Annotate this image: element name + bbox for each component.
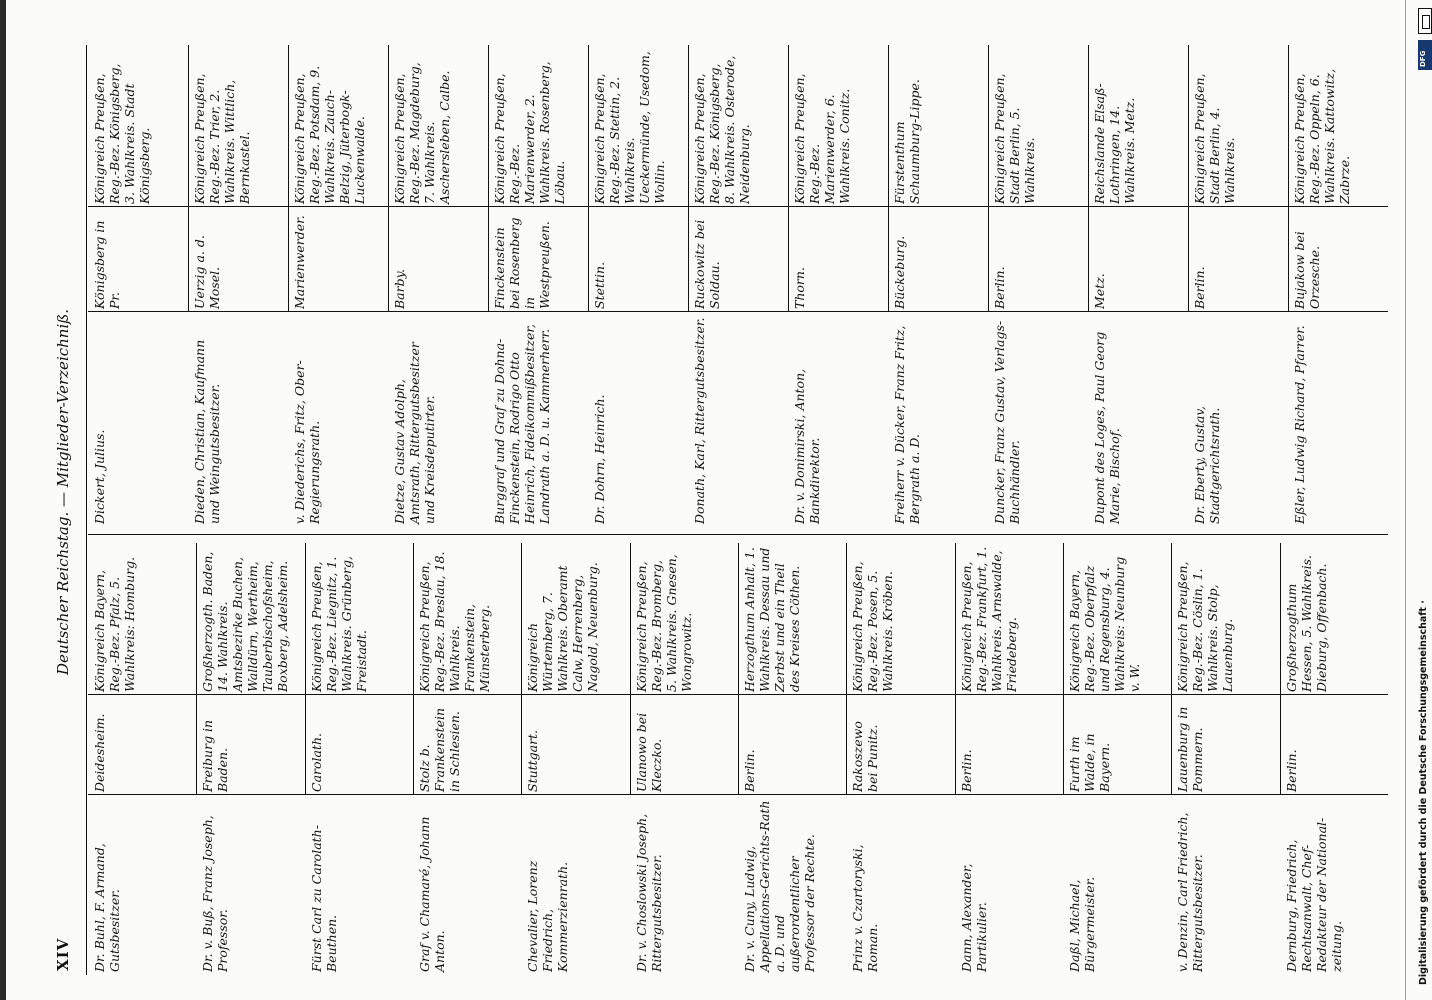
member-residence: Uerzig a. d. Mosel. <box>192 235 222 309</box>
member-electoral-district: Königreich Preußen, Reg.-Bez. Potsdam, 9. Wahlkreis. Zauch-Belzig, Jüterbogk-Luckenwalde. <box>292 65 367 204</box>
row-separator <box>988 45 989 312</box>
row-separator <box>413 543 414 795</box>
member-name: Burggraf und Graf zu Dohna-Finckenstein, Rodrigo Otto Heinrich, Fideikommißbesitzer, Landrath a. D. u. Kammerherr. <box>492 324 552 524</box>
member-row <box>792 45 886 527</box>
row-separator <box>196 543 197 795</box>
member-name: Dieden, Christian, Kaufmann und Weingutsbesitzer. <box>192 339 222 524</box>
member-residence: Stettin. <box>592 261 607 309</box>
member-name: Dann, Alexander, Partikulier. <box>958 863 989 972</box>
member-electoral-district: Großherzogth. Baden, 14. Wahlkreis. Amtsbezirke Buchen, Walldürn, Wertheim, Tauberbischofsheim, Boxberg, Adelsheim. <box>200 551 291 692</box>
member-residence: Lauenburg in Pommern. <box>1175 706 1206 792</box>
member-name: Freiherr v. Dücker, Franz Fritz, Bergrath a. D. <box>892 325 922 524</box>
member-row <box>1067 543 1169 975</box>
member-row <box>200 543 302 975</box>
member-row <box>959 543 1061 975</box>
dfg-badge-label: DFG <box>1419 50 1427 67</box>
row-separator <box>388 45 389 312</box>
member-residence: Deidesheim. <box>92 713 107 792</box>
member-name: Dupont des Loges, Paul Georg Marie, Bischof. <box>1092 331 1122 524</box>
member-row <box>992 45 1086 527</box>
member-name: Donath, Karl, Rittergutsbesitzer. <box>692 317 707 524</box>
digitization-credit: Digitalisierung gefördert durch die Deutsche Forschungsgemeinschaft · <box>1418 600 1429 985</box>
member-electoral-district: Königreich Preußen, Reg.-Bez. Königsberg, 3. Wahlkreis. Stadt Königsberg. <box>92 63 152 204</box>
member-residence: Berlin. <box>992 266 1007 309</box>
member-name: Chevalier, Lorenz Friedrich, Kommerzienrath. <box>525 860 571 972</box>
member-row <box>309 543 411 975</box>
member-electoral-district: Königreich Preußen, Reg.-Bez. Marienwerder, 2. Wahlkreis. Rosenberg, Löbau. <box>492 61 567 204</box>
row-separator <box>788 45 789 312</box>
member-row <box>592 45 686 527</box>
member-row <box>417 543 519 975</box>
row-separator <box>188 45 189 312</box>
member-name: Dr. v. Choslowski Joseph, Rittergutsbesitzer. <box>633 813 664 972</box>
member-row <box>1292 45 1386 527</box>
member-residence: Bückeburg. <box>892 235 907 309</box>
member-row <box>1175 543 1277 975</box>
member-residence: Furth im Walde, in Bayern. <box>1067 733 1112 792</box>
member-row <box>1284 543 1386 975</box>
member-residence: Marienwerder. <box>292 215 307 309</box>
row-separator <box>1288 45 1289 312</box>
member-electoral-district: Königreich Preußen, Reg.-Bez. Frankfurt, 1. Wahlkreis. Arnswalde, Friedeberg. <box>958 546 1019 692</box>
member-residence: Berlin. <box>1283 749 1299 792</box>
member-electoral-district: Königreich Preußen, Reg.-Bez. Oppeln, 6. Wahlkreis. Kattowitz, Zabrze. <box>1292 68 1352 204</box>
member-row <box>92 45 186 527</box>
member-electoral-district: Königreich Preußen, Reg.-Bez. Liegnitz, 1. Wahlkreis. Grünberg, Freistadt. <box>308 556 369 692</box>
dfg-badge <box>1418 40 1432 70</box>
member-name: Graf v. Chamaré, Johann Anton. <box>417 816 447 972</box>
member-residence: Barby. <box>392 269 407 309</box>
member-electoral-district: Königreich Preußen, Stadt Berlin, 5. Wahlkreis. <box>992 73 1037 204</box>
member-name: Dernburg, Friedrich, Rechtsanwalt, Chef-Redakteur der National-zeitung. <box>1283 817 1344 972</box>
row-separator <box>1063 543 1064 795</box>
member-name: Dr. v. Donimirski, Anton, Bankdirektor. <box>792 368 822 524</box>
member-row <box>692 45 786 527</box>
member-row <box>892 45 986 527</box>
member-residence: Stolz b. Frankenstein in Schlesien. <box>417 707 462 792</box>
row-separator <box>1088 45 1089 312</box>
member-row <box>742 543 844 975</box>
member-table-right <box>88 45 1388 527</box>
half-separator <box>88 534 1388 535</box>
member-name: Fürst Carl zu Carolath-Beuthen. <box>308 825 339 972</box>
row-separator <box>955 543 956 795</box>
row-separator <box>738 543 739 795</box>
member-name: Dickert, Julius. <box>92 429 107 524</box>
member-name: Eßler, Ludwig Richard, Pfarrer. <box>1292 325 1307 524</box>
member-row <box>634 543 736 975</box>
member-name: Dr. Eberty, Gustav, Stadtgerichtsrath. <box>1192 406 1222 524</box>
row-separator <box>488 45 489 312</box>
member-electoral-district: Königreich Bayern, Reg.-Bez. Pfalz, 5. Wahlkreis: Homburg. <box>92 556 137 692</box>
member-name: Dr. v. Buß, Franz Joseph, Professor. <box>200 815 231 972</box>
row-separator <box>1280 543 1281 795</box>
member-row <box>92 543 194 975</box>
member-electoral-district: Königreich Bayern, Reg.-Bez. Oberpfalz und Regensburg, 4. Wahlkreis: Neunburg v. W. <box>1067 556 1142 692</box>
member-name: Daßl, Michael, Bürgermeister. <box>1067 876 1097 972</box>
member-residence: Ruckowitz bei Soldau. <box>692 219 722 309</box>
member-electoral-district: Königreich Preußen, Reg.-Bez. Magdeburg, 7. Wahlkreis. Aschersleben, Calbe. <box>392 62 452 204</box>
rotated-page-content <box>48 45 1408 975</box>
scan-edge-left <box>0 0 6 1000</box>
member-name: Dr. v. Cuny, Ludwig, Appellations-Gerichts-Rath a. D. und außerordentlicher Professor der Rechte. <box>742 800 817 972</box>
member-residence: Metz. <box>1092 273 1107 309</box>
member-electoral-district: Königreich Preußen, Reg.-Bez. Marienwerder, 6. Wahlkreis. Conitz. <box>792 73 852 204</box>
member-row <box>392 45 486 527</box>
member-residence: Thorn. <box>792 267 807 309</box>
member-row <box>292 45 386 527</box>
member-name: Duncker, Franz Gustav, Verlags-Buchhändler. <box>992 320 1022 524</box>
member-residence: Freiburg in Baden. <box>200 719 231 792</box>
row-separator <box>288 45 289 312</box>
member-electoral-district: Königreich Preußen, Reg.-Bez. Trier, 2. Wahlkreis. Wittlich, Bernkastel. <box>192 73 252 204</box>
member-residence: Finckenstein bei Rosenberg in Westpreußen. <box>492 217 552 309</box>
member-name: Dr. Dohrn, Heinrich. <box>592 394 607 524</box>
member-electoral-district: Königreich Preußen, Reg.-Bez. Posen, 5. Wahlkreis. Kröben. <box>850 561 896 692</box>
member-electoral-district: Königreich Preußen, Reg.-Bez. Bromberg, 5. Wahlkreis. Gnesen, Wongrowitz. <box>633 554 694 692</box>
row-separator <box>630 543 631 795</box>
member-name: v. Diederichs, Fritz, Ober-Regierungsrath. <box>292 360 322 524</box>
member-residence: Ulanowo bei Kleczko. <box>633 712 664 792</box>
member-electoral-district: Herzogthum Anhalt, 1. Wahlkreis. Dessau und Zerbst und ein Theil des Kreises Cöthen. <box>742 547 802 692</box>
member-row <box>1092 45 1186 527</box>
member-row <box>1192 45 1286 527</box>
member-residence: Königsberg in Pr. <box>92 220 122 309</box>
member-name: Dietze, Gustav Adolph, Amtsrath, Rittergutsbesitzer und Kreisdeputirter. <box>392 342 437 524</box>
member-row <box>492 45 586 527</box>
member-electoral-district: Königreich Preußen, Reg.-Bez. Cöslin, 1. Wahlkreis. Stolp, Lauenburg. <box>1175 561 1236 692</box>
member-residence: Rakoszewo bei Punitz. <box>850 721 881 792</box>
row-separator <box>888 45 889 312</box>
member-name: Prinz v. Czartoryski, Roman. <box>850 844 881 972</box>
member-row <box>192 45 286 527</box>
member-electoral-district: Königreich Preußen, Reg.-Bez. Stettin, 2. Wahlkreis. Ueckermünde, Usedom, Wollin. <box>592 51 667 204</box>
member-residence: Stuttgart. <box>525 729 541 792</box>
member-row <box>525 543 627 975</box>
header-rule <box>86 45 87 975</box>
member-residence: Bujakow bei Orzesche. <box>1292 231 1322 309</box>
row-separator <box>1171 543 1172 795</box>
member-name: v. Denzin, Carl Friedrich, Rittergutsbesitzer. <box>1175 812 1206 972</box>
member-residence: Berlin. <box>1192 266 1207 309</box>
member-electoral-district: Reichslande Elsaß-Lothringen, 14. Wahlkreis. Metz. <box>1092 83 1137 204</box>
member-residence: Berlin. <box>742 749 757 792</box>
member-electoral-district: Fürstenthum Schaumburg-Lippe. <box>892 79 922 204</box>
member-electoral-district: Königreich Preußen, Stadt Berlin, 4. Wahlkreis. <box>1192 73 1237 204</box>
dfg-logo-icon <box>1418 8 1432 34</box>
page-number: XIV <box>54 937 72 971</box>
row-separator <box>1188 45 1189 312</box>
page-header <box>48 45 84 975</box>
member-table-left <box>88 543 1388 975</box>
row-separator <box>521 543 522 795</box>
page-title: Deutscher Reichstag. — Mitglieder-Verzeichniß. <box>54 308 72 675</box>
row-separator <box>588 45 589 312</box>
member-electoral-district: Großherzogthum Hessen, 5. Wahlkreis. Dieburg, Offenbach. <box>1283 554 1329 692</box>
member-electoral-district: Königreich Würtemberg, 7. Wahlkreis. Oberamt Calw, Herrenberg, Nagold, Neuenburg. <box>525 562 601 692</box>
member-electoral-district: Königreich Preußen, Reg.-Bez. Breslau, 18. Wahlkreis. Frankenstein, Münsterberg. <box>417 551 492 692</box>
member-residence: Carolath. <box>308 732 324 792</box>
member-electoral-district: Königreich Preußen, Reg.-Bez. Königsberg, 8. Wahlkreis. Osterode, Neidenburg. <box>692 55 752 204</box>
member-name: Dr. Buhl, F. Armand, Gutsbesitzer. <box>92 843 122 972</box>
member-residence: Berlin. <box>958 749 974 792</box>
row-separator <box>305 543 306 795</box>
row-separator <box>688 45 689 312</box>
member-row <box>850 543 952 975</box>
row-separator <box>846 543 847 795</box>
